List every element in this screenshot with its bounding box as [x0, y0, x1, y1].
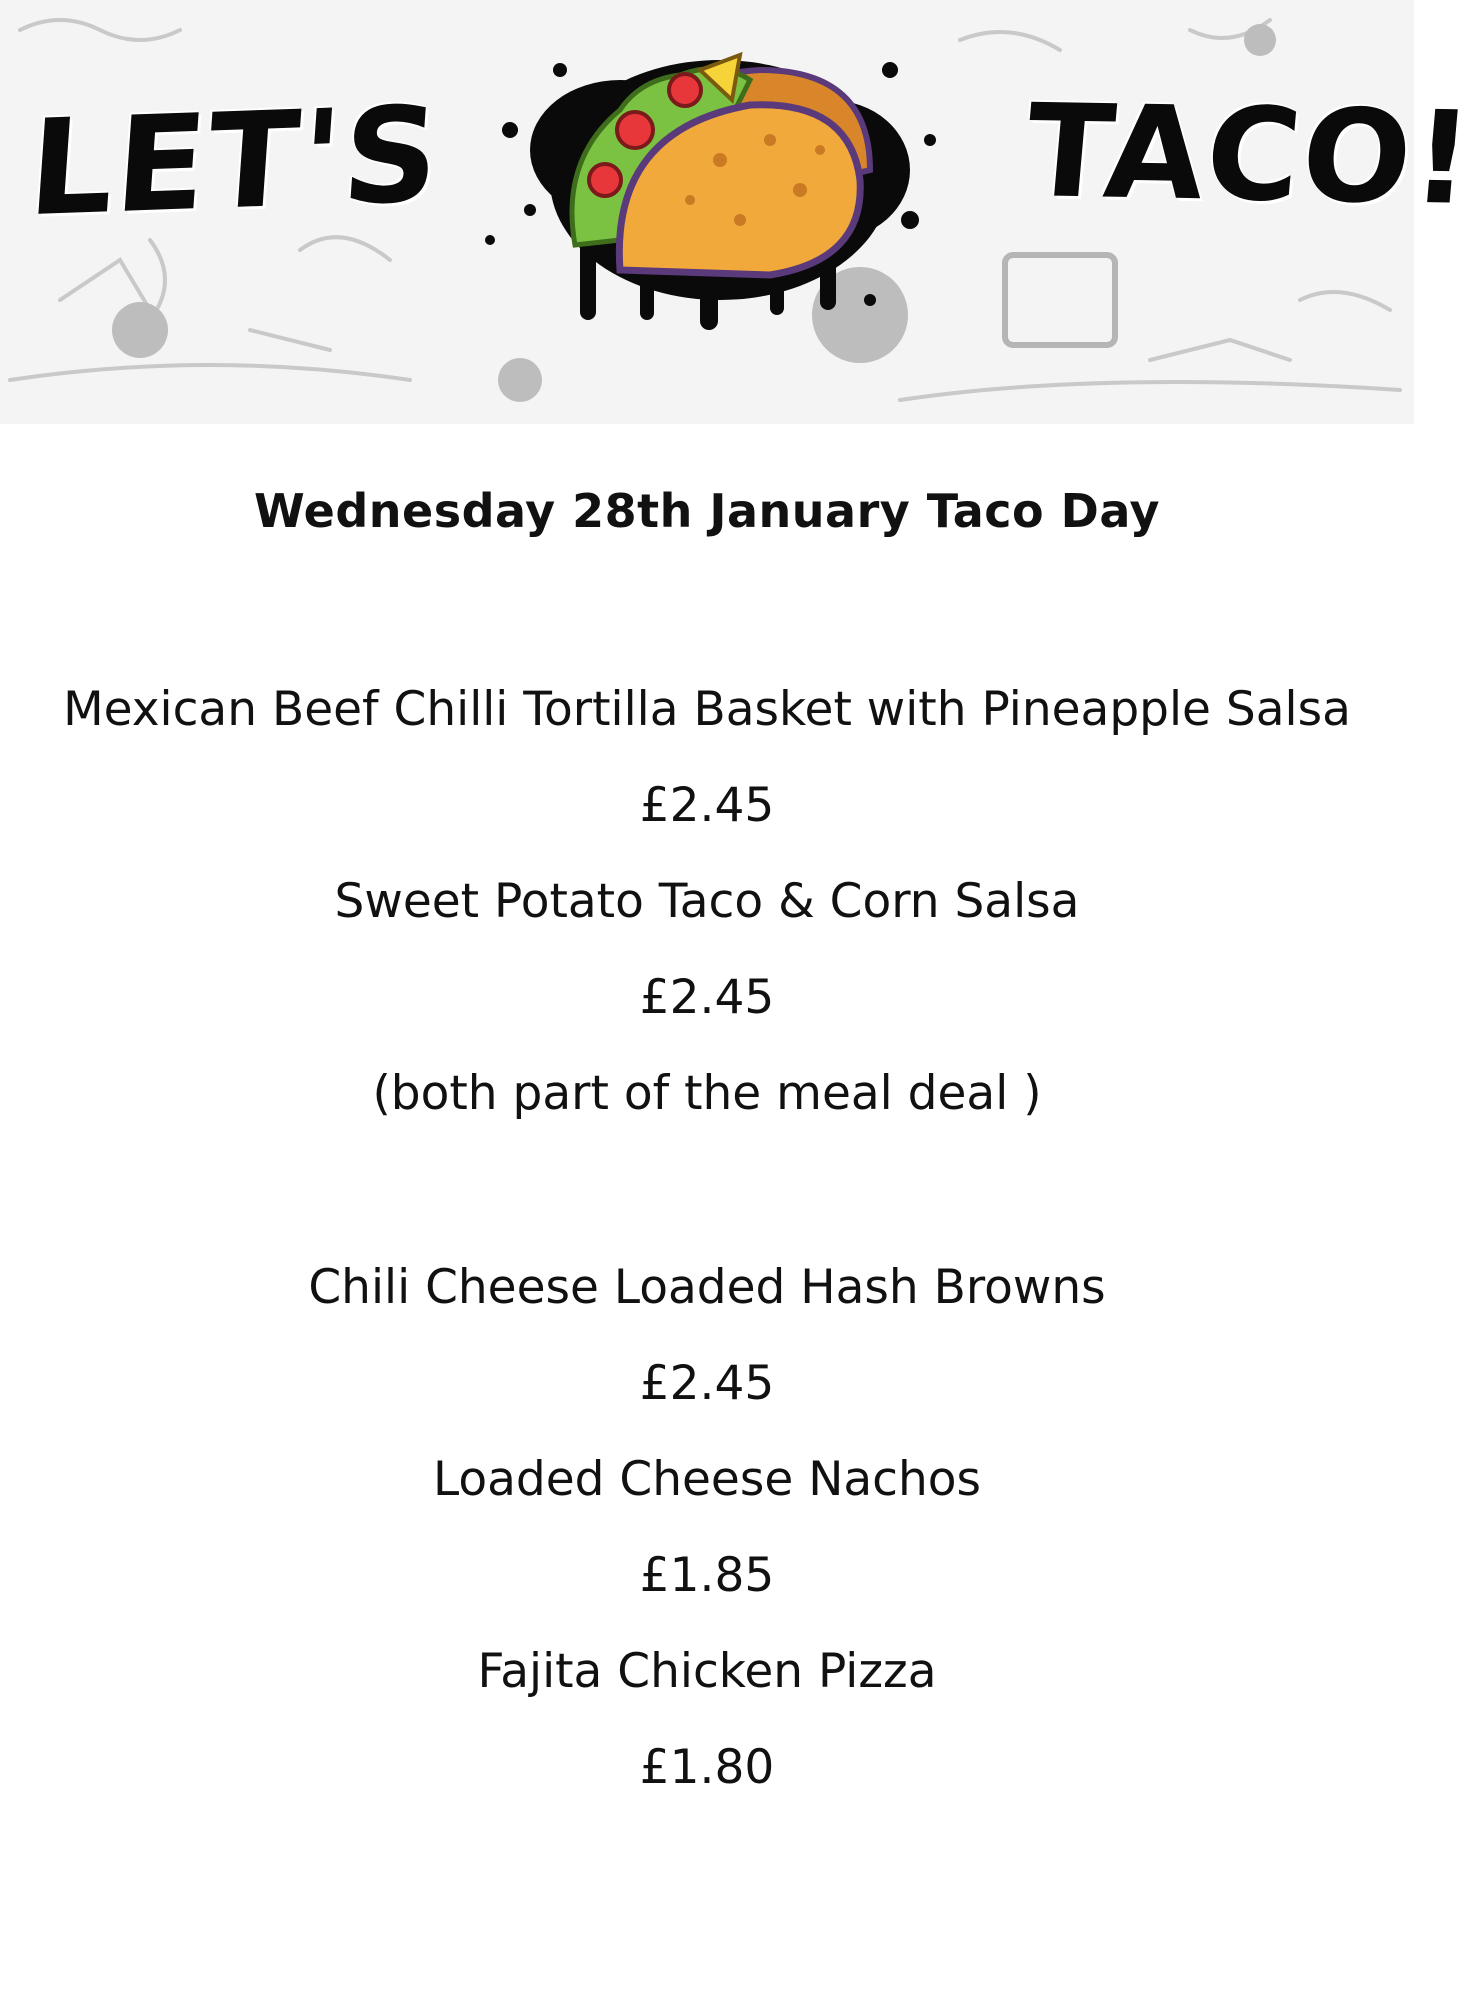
menu-item-price: £1.85 [639, 1548, 775, 1603]
menu-item-price: £1.80 [639, 1740, 775, 1795]
header-banner [0, 0, 1480, 424]
menu-item-price: £2.45 [639, 1356, 775, 1411]
menu-item-name: Loaded Cheese Nachos [432, 1452, 982, 1507]
meal-deal-note: (both part of the meal deal ) [372, 1066, 1042, 1121]
taco-splat-icon [470, 10, 950, 340]
taco-heading: TACO! [1019, 77, 1480, 234]
menu-title: Wednesday 28th January Taco Day [254, 484, 1160, 538]
menu-item-name: Fajita Chicken Pizza [477, 1644, 937, 1699]
menu-item-name: Sweet Potato Taco & Corn Salsa [334, 874, 1080, 929]
menu-item-name: Chili Cheese Loaded Hash Browns [308, 1260, 1106, 1315]
lets-heading: LET'S [23, 77, 446, 247]
menu-item-name: Mexican Beef Chilli Tortilla Basket with Pineapple Salsa [63, 682, 1351, 737]
menu-item-price: £2.45 [639, 778, 775, 833]
menu-item-price: £2.45 [639, 970, 775, 1025]
